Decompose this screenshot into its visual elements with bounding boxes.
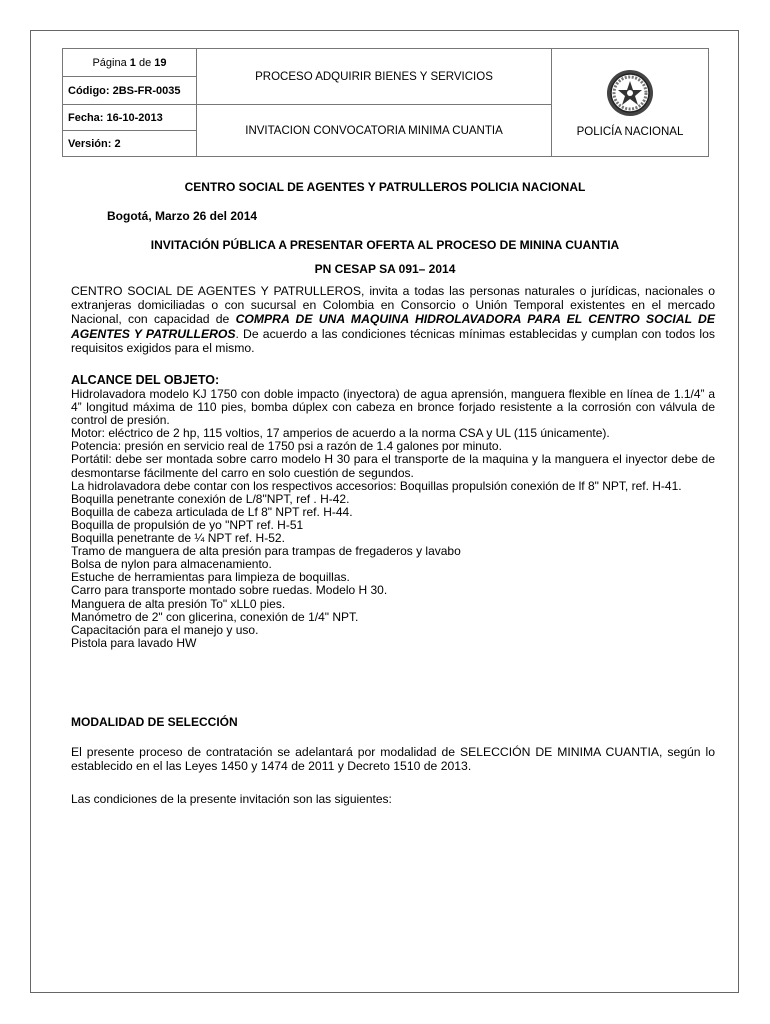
page-total: 19 <box>154 56 167 69</box>
scope-item: Boquilla de propulsión de yo "NPT ref. H-51 <box>71 517 304 532</box>
scope-paragraph: Hidrolavadora modelo KJ 1750 con doble impacto (inyectora) de agua aprensión, manguera flexible en línea de 1.1/4” a 4” longitud máxima de 110 pies, bomba dúplex con cabeza en bronce forjado resistente a la corrosión con válvula de control de presión. <box>71 387 715 428</box>
scope-line: Motor: eléctrico de 2 hp, 115 voltios, 17 amperios de acuerdo a la norma CSA y UL (115 únicamente). <box>71 426 610 441</box>
scope-item: Bolsa de nylon para almacenamiento. <box>71 557 272 572</box>
document-version: Versión: 2 <box>63 131 197 157</box>
logo-cell <box>552 49 709 157</box>
scope-item: Carro para transporte montado sobre ruedas. Modelo H 30. <box>71 583 388 598</box>
page-label: Página <box>92 56 127 69</box>
scope-line: Potencia: presión en servicio real de 1750 psi a razón de 1.4 galones por minuto. <box>71 439 502 454</box>
scope-item: Pistola para lavado HW <box>71 635 197 650</box>
intro-text-2: . De acuerdo a las condiciones técnicas mínimas establecidas y cumplan con todos los requisitos exigidos para el mismo. <box>71 326 715 355</box>
page-number-cell <box>63 49 197 77</box>
conditions-paragraph: Las condiciones de la presente invitación son las siguientes: <box>71 792 392 806</box>
scope-item: Manómetro de 2" con glicerina, conexión de 1/4" NPT. <box>71 609 359 624</box>
document-header-table <box>62 48 709 157</box>
scope-item: Manguera de alta presión To" xLL0 pies. <box>71 596 286 611</box>
intro-text-1: CENTRO SOCIAL DE AGENTES Y PATRULLEROS, invita a todas las personas naturales o jurídicas, nacionales o extranjeras domiciliadas o con sucursal en Colombia en Consorcio o Unión Temporal existentes en el mercado Nacional, con capacidad de <box>71 284 715 327</box>
organization-name: POLICÍA NACIONAL <box>576 125 684 138</box>
scope-item: Boquilla de cabeza articulada de Lf 8" NPT ref. H-44. <box>71 504 353 519</box>
scope-item: Capacitación para el manejo y uso. <box>71 622 259 637</box>
intro-paragraph <box>71 284 715 355</box>
scope-item: Tramo de manguera de alta presión para trampas de fregaderos y lavabo <box>71 544 461 559</box>
invitation-type: INVITACION CONVOCATORIA MINIMA CUANTIA <box>197 105 552 157</box>
page-number: 1 <box>129 56 136 69</box>
document-title: CENTRO SOCIAL DE AGENTES Y PATRULLEROS POLICIA NACIONAL <box>184 180 586 194</box>
process-name: PROCESO ADQUIRIR BIENES Y SERVICIOS <box>197 49 552 105</box>
scope-item: Boquilla penetrante de ¼ NPT ref. H-52. <box>71 531 285 546</box>
intro-emphasis: COMPRA DE UNA MAQUINA HIDROLAVADORA PARA EL CENTRO SOCIAL DE AGENTES Y PATRULLEROS <box>71 312 715 341</box>
modality-paragraph: El presente proceso de contratación se adelantará por modalidad de SELECCIÓN DE MINIMA CUANTIA, según lo establecido en el las Leyes 1450 y 1474 de 2011 y Decreto 1510 de 2013. <box>71 745 715 774</box>
document-date: Fecha: 16-10-2013 <box>63 105 197 131</box>
scope-item: Estuche de herramientas para limpieza de boquillas. <box>71 570 350 585</box>
invitation-title: INVITACIÓN PÚBLICA A PRESENTAR OFERTA AL PROCESO DE MININA CUANTIA <box>150 238 620 252</box>
scope-paragraph: Portátil: debe ser montada sobre carro modelo H 30 para el transporte de la maquina y la manguera el inyector debe de desmontarse fácilmente del carro en solo cuestión de segundos. <box>71 452 715 480</box>
scope-item: La hidrolavadora debe contar con los respectivos accesorios: Boquillas propulsión conexión de lf 8" NPT, ref. H-41. <box>71 478 682 493</box>
scope-item: Boquilla penetrante conexión de L/8"NPT, ref . H-42. <box>71 491 350 506</box>
modality-heading: MODALIDAD DE SELECCIÓN <box>71 715 238 729</box>
document-code: Código: 2BS-FR-0035 <box>63 77 197 105</box>
page-of-label: de <box>138 56 152 69</box>
place-date: Bogotá, Marzo 26 del 2014 <box>107 209 258 223</box>
scope-block <box>71 388 715 650</box>
process-number: PN CESAP SA 091– 2014 <box>314 262 456 276</box>
scope-heading: ALCANCE DEL OBJETO: <box>71 373 220 387</box>
police-seal-icon <box>605 68 655 118</box>
